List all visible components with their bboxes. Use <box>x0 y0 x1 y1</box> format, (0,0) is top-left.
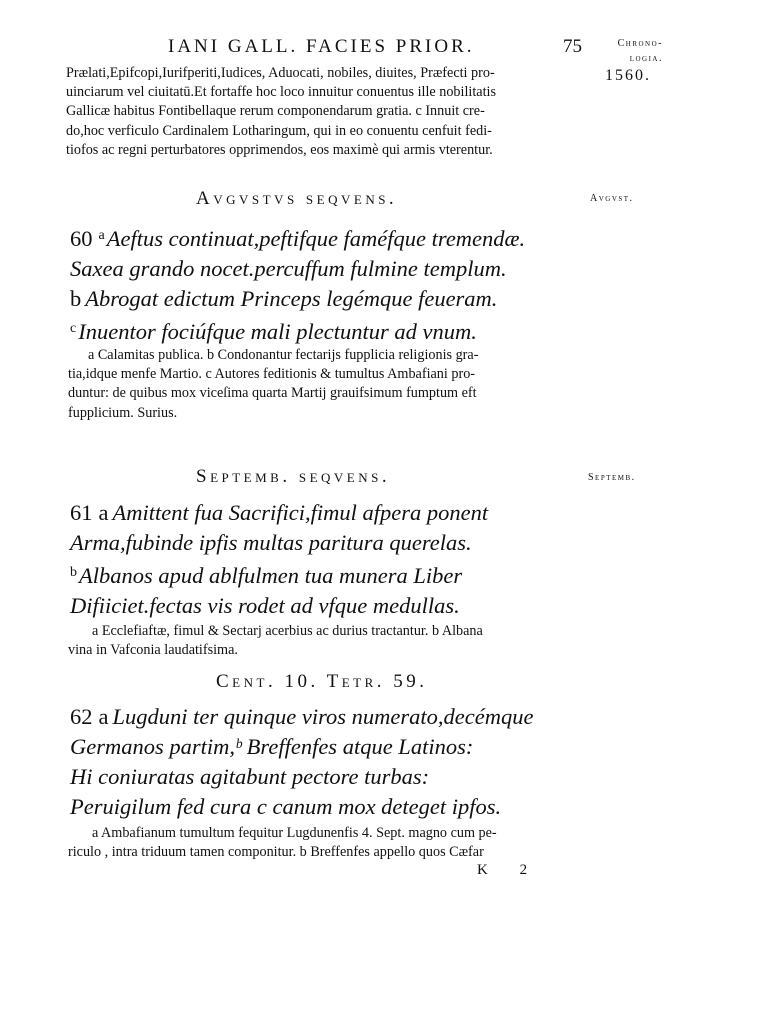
note-line: duntur: de quibus mox viceſima quarta Martij grauifsimum fumptum eft <box>68 385 477 402</box>
verse-text: Germanos partim,ᵇ Breffenfes atque Latinos: <box>70 734 474 759</box>
margin-label-august: Avgvst. <box>590 193 634 204</box>
note-line: a Ambafianum tumultum fequitur Lugdunenfis 4. Sept. magno cum pe- <box>92 825 497 841</box>
verse-line <box>70 498 488 528</box>
quatrain-number: 61 <box>70 500 93 525</box>
verse-text: Aeftus continuat,peftifque faméfque tremendæ. <box>106 226 526 251</box>
verse-text: Hi coniuratas agitabunt pectore turbas: <box>70 764 430 789</box>
verse-line <box>70 702 533 732</box>
verse-text: Difiiciet.fectas vis rodet ad vfque medullas. <box>70 593 460 618</box>
verse-line <box>70 221 525 254</box>
note-line: tia,idque menfe Martio. c Autores feditionis & tumultus Ambafiani pro- <box>68 366 476 383</box>
note-line: vina in Vafconia laudatifsima. <box>68 642 238 659</box>
note-line: a Ecclefiaftæ, fimul & Sectarj acerbius ac durius tractantur. b Albana <box>92 623 483 639</box>
century-notes <box>68 824 586 862</box>
verse-august <box>70 221 525 347</box>
note-mark: b <box>70 286 82 311</box>
verse-text: Albanos apud ablfulmen tua munera Liber <box>79 563 463 588</box>
note-mark: a <box>98 500 109 525</box>
quatrain-number: 60 <box>70 226 93 251</box>
verse-text: Arma,fubinde ipfis multas paritura querelas. <box>70 530 472 555</box>
verse-september <box>70 498 488 621</box>
section-heading-september: Septemb. seqvens. <box>196 466 391 487</box>
verse-line <box>70 528 488 558</box>
note-line: tiofos ac regni perturbatores opprimendos, eos maximè qui armis vterentur. <box>66 141 493 158</box>
verse-text: Saxea grando nocet.percuffum fulmine templum. <box>70 256 507 281</box>
verse-line <box>70 558 488 591</box>
august-notes <box>68 346 586 423</box>
verse-line <box>70 314 525 347</box>
signature-mark: K 2 <box>477 862 542 878</box>
margin-heading-line1: Chrono- <box>617 38 663 49</box>
intro-notes <box>66 64 586 160</box>
note-line: riculo , intra triduum tamen componitur. b Breffenfes appello quos Cæfar <box>68 844 484 861</box>
section-heading-august: Avgvstvs seqvens. <box>196 188 398 209</box>
verse-text: Amittent fua Sacrifici,fimul afpera ponent <box>112 500 489 525</box>
note-line: a Calamitas publica. b Condonantur fectarijs fupplicia religionis gra- <box>88 347 479 363</box>
verse-text: Lugduni ter quinque viros numerato,decémque <box>112 704 534 729</box>
verse-line <box>70 762 533 792</box>
note-mark: c <box>70 321 77 336</box>
note-line: Gallicæ habitus Fontibellaque rerum componendarum gratia. c Innuit cre- <box>66 103 485 120</box>
verse-line <box>70 254 525 284</box>
verse-line <box>70 591 488 621</box>
verse-century <box>70 702 533 822</box>
verse-line <box>70 284 525 314</box>
verse-text: Peruigilum fed cura c canum mox deteget ipfos. <box>70 794 502 819</box>
margin-year: 1560. <box>605 67 651 84</box>
note-mark: a <box>98 704 109 729</box>
margin-heading <box>589 36 663 66</box>
note-line: uinciarum vel ciuitatū.Et fortaffe hoc loco innuitur conuentus ille nobilitatis <box>66 84 496 101</box>
note-line: fupplicium. Surius. <box>68 404 178 421</box>
quatrain-number: 62 <box>70 704 93 729</box>
page-number: 75 <box>563 36 582 57</box>
section-heading-century: Cent. 10. Tetr. 59. <box>216 671 428 692</box>
september-notes <box>68 622 586 660</box>
verse-text: Inuentor fociúfque mali plectuntur ad vnum. <box>78 319 477 344</box>
verse-text: Abrogat edictum Princeps legémque feueram. <box>85 286 498 311</box>
margin-heading-line2: logia. <box>629 53 663 64</box>
verse-line <box>70 732 533 762</box>
note-mark: a <box>98 228 105 243</box>
verse-line <box>70 792 533 822</box>
margin-label-september: Septemb. <box>588 472 636 483</box>
note-mark: b <box>70 565 77 580</box>
note-line: Prælati,Epifcopi,Iurifperiti,Iudices, Aduocati, nobiles, diuites, Præfecti pro- <box>66 65 495 81</box>
running-head: IANI GALL. FACIES PRIOR. <box>168 36 475 57</box>
note-line: do,hoc verficulo Cardinalem Lotharingum, qui in eo conuentu cenfuit fedi- <box>66 122 492 139</box>
